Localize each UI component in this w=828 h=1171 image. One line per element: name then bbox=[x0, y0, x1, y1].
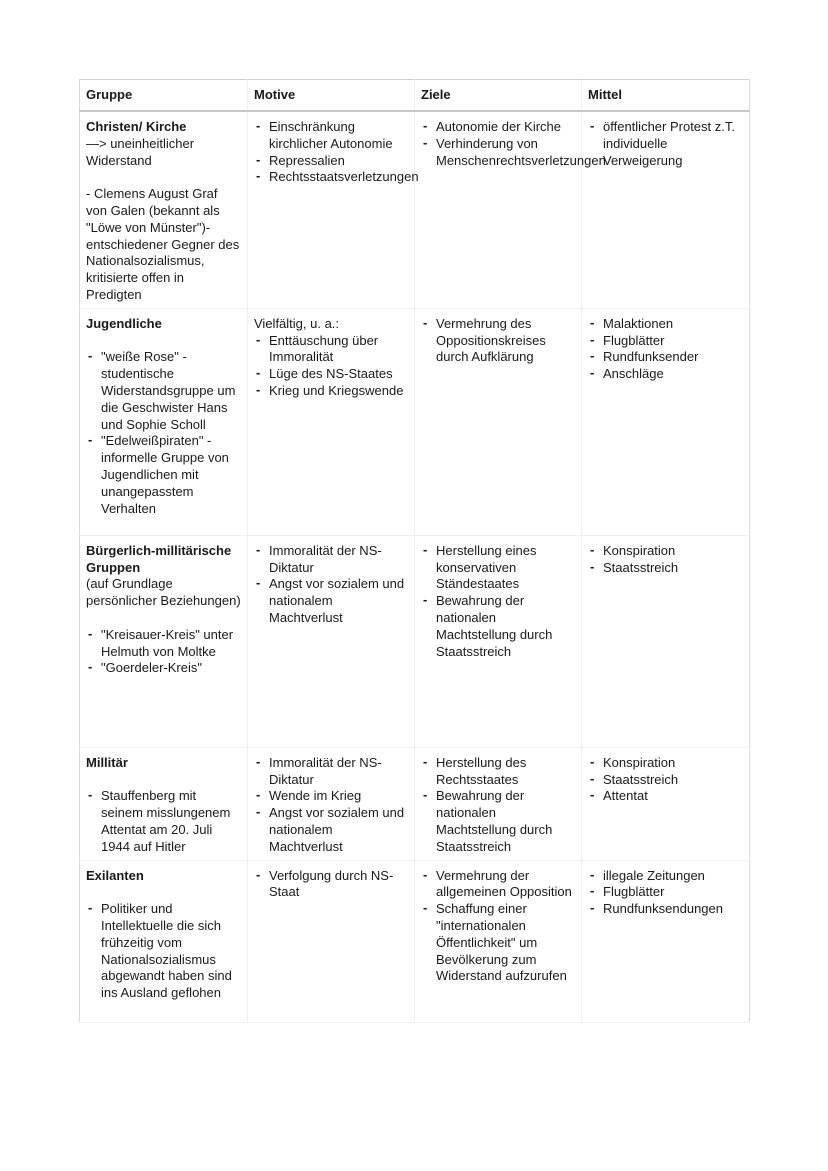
list-item: - Verfolgung durch NS-Staat bbox=[254, 868, 408, 902]
cell-ziele bbox=[415, 535, 582, 747]
list-item: - Enttäuschung über Immoralität bbox=[254, 333, 408, 367]
cell-motive bbox=[248, 535, 415, 747]
list-item: - Lüge des NS-Staates bbox=[254, 366, 408, 383]
mittel-list bbox=[588, 543, 743, 577]
group-title: Millitär bbox=[86, 754, 128, 770]
list-item: - Angst vor sozialem und nationalem Machtverlust bbox=[254, 805, 408, 855]
group-subtitle: (auf Grundlage persönlicher Beziehungen) bbox=[86, 576, 241, 609]
list-item: - Einschränkung kirchlicher Autonomie bbox=[254, 119, 408, 153]
list-item: - Rundfunksendungen bbox=[588, 901, 743, 918]
list-item: - Rundfunksender bbox=[588, 349, 743, 366]
list-item: - Malaktionen bbox=[588, 316, 743, 333]
cell-mittel bbox=[582, 860, 750, 1022]
header-gruppe: Gruppe bbox=[80, 80, 248, 112]
group-examples bbox=[86, 349, 241, 517]
group-note: - Clemens August Graf von Galen (bekannt als "Löwe von Münster")- entschiedener Gegner des Nationalsozialismus, kritisierte offen in Predigten bbox=[86, 186, 240, 302]
list-item: - Rechtsstaatsverletzungen bbox=[254, 169, 408, 186]
list-item: - Politiker und Intellektuelle die sich frühzeitig vom Nationalsozialismus abgewandt haben sind ins Ausland geflohen bbox=[86, 901, 241, 1002]
group-subtitle: —> uneinheitlicher Widerstand bbox=[86, 135, 195, 168]
group-title: Jugendliche bbox=[86, 315, 162, 331]
motive-list bbox=[254, 543, 408, 627]
list-item: - Schaffung einer "internationalen Öffentlichkeit" um Bevölkerung zum Widerstand aufzurufen bbox=[421, 901, 575, 985]
spacer bbox=[86, 610, 241, 627]
header-ziele: Ziele bbox=[415, 80, 582, 112]
list-item: - Flugblätter bbox=[588, 333, 743, 350]
list-item: - "weiße Rose" - studentische Widerstandsgruppe um die Geschwister Hans und Sophie Scholl bbox=[86, 349, 241, 433]
cell-motive bbox=[248, 308, 415, 535]
motive-list bbox=[254, 333, 408, 400]
table-row bbox=[80, 747, 750, 860]
spacer bbox=[86, 772, 241, 789]
list-item: - Autonomie der Kirche bbox=[421, 119, 575, 136]
group-title: Christen/ Kirche bbox=[86, 119, 187, 134]
list-item: - Bewahrung der nationalen Machtstellung durch Staatsstreich bbox=[421, 788, 575, 855]
spacer bbox=[86, 333, 241, 350]
mittel-list bbox=[588, 316, 743, 383]
mittel-list bbox=[588, 755, 743, 805]
group-title: Bürgerlich-millitärische Gruppen bbox=[86, 542, 232, 575]
table-row bbox=[80, 535, 750, 747]
motive-list bbox=[254, 868, 408, 902]
table-row bbox=[80, 308, 750, 535]
cell-motive bbox=[248, 860, 415, 1022]
ziele-list bbox=[421, 755, 575, 856]
list-item: - Herstellung eines konservativen Ständestaates bbox=[421, 543, 575, 593]
list-item: - Vermehrung des Oppositionskreises durch Aufklärung bbox=[421, 316, 575, 366]
ziele-list bbox=[421, 316, 575, 366]
group-examples bbox=[86, 788, 241, 855]
motive-list bbox=[254, 755, 408, 856]
list-item: - Wende im Krieg bbox=[254, 788, 408, 805]
list-item: - Attentat bbox=[588, 788, 743, 805]
cell-gruppe bbox=[80, 535, 248, 747]
list-item: - Immoralität der NS-Diktatur bbox=[254, 543, 408, 577]
list-item: - Stauffenberg mit seinem misslungenem Attentat am 20. Juli 1944 auf Hitler bbox=[86, 788, 241, 855]
cell-mittel bbox=[582, 308, 750, 535]
ziele-list bbox=[421, 543, 575, 661]
list-item: - illegale Zeitungen bbox=[588, 868, 743, 885]
ziele-list bbox=[421, 119, 606, 169]
list-item: - Anschläge bbox=[588, 366, 743, 383]
spacer bbox=[86, 884, 241, 901]
list-item: - Vermehrung der allgemeinen Opposition bbox=[421, 868, 575, 902]
header-motive: Motive bbox=[248, 80, 415, 112]
list-item: - Immoralität der NS-Diktatur bbox=[254, 755, 408, 789]
list-item: - Staatsstreich bbox=[588, 560, 743, 577]
header-row bbox=[80, 80, 750, 112]
mittel-list bbox=[588, 868, 743, 918]
list-item: - öffentlicher Protest z.T. individuelle Verweigerung bbox=[588, 119, 743, 169]
motive-intro: Vielfältig, u. a.: bbox=[254, 315, 340, 331]
list-item: - Konspiration bbox=[588, 543, 743, 560]
group-examples bbox=[86, 901, 241, 1002]
list-item: - Bewahrung der nationalen Machtstellung durch Staatsstreich bbox=[421, 593, 575, 660]
cell-gruppe bbox=[80, 111, 248, 308]
ziele-list bbox=[421, 868, 575, 986]
motive-list bbox=[254, 119, 419, 186]
cell-ziele bbox=[415, 747, 582, 860]
cell-mittel bbox=[582, 747, 750, 860]
cell-ziele bbox=[415, 111, 606, 308]
list-item: - Verhinderung von Menschenrechtsverletzungen bbox=[421, 136, 575, 170]
list-item: - Flugblätter bbox=[588, 884, 743, 901]
list-item: - "Goerdeler-Kreis" bbox=[86, 660, 241, 677]
cell-mittel bbox=[582, 535, 750, 747]
list-item: - Krieg und Kriegswende bbox=[254, 383, 408, 400]
cell-gruppe bbox=[80, 747, 248, 860]
cell-ziele bbox=[415, 308, 582, 535]
list-item: - "Kreisauer-Kreis" unter Helmuth von Moltke bbox=[86, 627, 241, 661]
mittel-list bbox=[588, 119, 743, 169]
cell-mittel bbox=[582, 111, 750, 308]
cell-gruppe bbox=[80, 308, 248, 535]
cell-ziele bbox=[415, 860, 582, 1022]
spacer bbox=[86, 169, 241, 186]
list-item: - Angst vor sozialem und nationalem Machtverlust bbox=[254, 576, 408, 626]
list-item: - Staatsstreich bbox=[588, 772, 743, 789]
list-item: - "Edelweißpiraten" - informelle Gruppe von Jugendlichen mit unangepasstem Verhalten bbox=[86, 433, 241, 517]
list-item: - Herstellung des Rechtsstaates bbox=[421, 755, 575, 789]
list-item: - Konspiration bbox=[588, 755, 743, 772]
table-row bbox=[80, 860, 750, 1022]
cell-gruppe bbox=[80, 860, 248, 1022]
cell-motive bbox=[248, 747, 415, 860]
table-row bbox=[80, 111, 750, 308]
list-item: - Repressalien bbox=[254, 153, 408, 170]
group-examples bbox=[86, 627, 241, 677]
cell-motive bbox=[248, 111, 419, 308]
resistance-table bbox=[79, 79, 750, 1023]
header-mittel: Mittel bbox=[582, 80, 750, 112]
group-title: Exilanten bbox=[86, 867, 144, 883]
